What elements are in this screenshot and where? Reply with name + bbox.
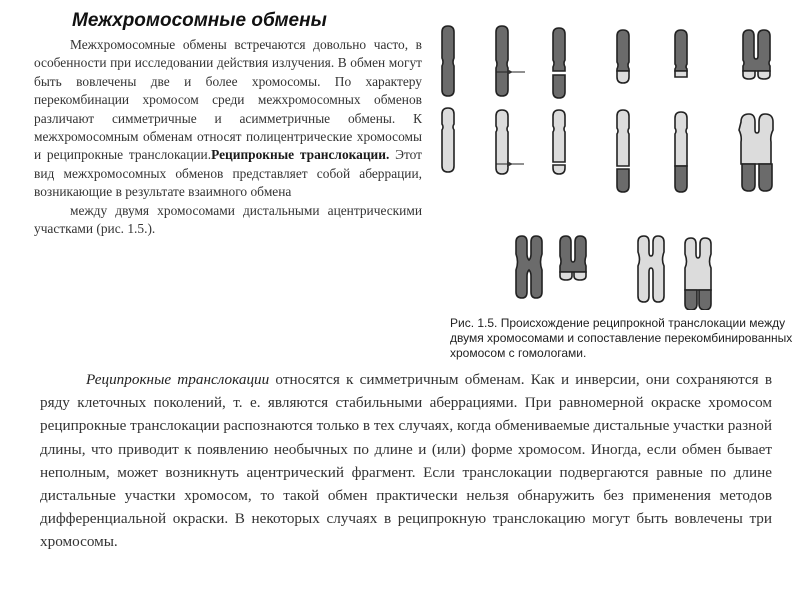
dark-translocated-small-light-tip bbox=[617, 30, 629, 83]
intro-text bbox=[34, 36, 422, 238]
light-translocated-dark-end bbox=[617, 110, 629, 192]
main-paragraph-text: относятся к симметричным обменам. Как и инверсии, они сохраняются в ряду клеточных поколений, т. е. являются стабильными аберрациями. При равномерной окраске хромосом реципрокные транслокации распознаются только в тех случаях, когда обмениваемые дистальные участки разной длины, что приводит к появлению необычных по длине и (или) форме хромосом. Иногда, если обмен бывает неполным, может возникнуть ацентрический фрагмент. Если транслокации подвергаются равные по длине дистальные участки хромосом, то такой обмен практически нельзя обнаружить без применения методов дифференциальной окраски. В некоторых случаях в реципрокную транслокацию могут быть вовлечены три хромосомы. bbox=[40, 371, 772, 551]
dark-recombined-x bbox=[560, 236, 586, 280]
light-chromosome bbox=[442, 108, 454, 172]
light-homolog-x bbox=[638, 236, 664, 302]
light-chromosome-break-arrow bbox=[496, 110, 524, 174]
dark-chromosome-broken bbox=[553, 28, 565, 98]
intro-bold-term: Реципрокные транслокации. bbox=[211, 147, 390, 163]
intro-paragraph bbox=[34, 36, 422, 202]
main-paragraph bbox=[40, 368, 772, 554]
dark-chromosome bbox=[442, 26, 454, 96]
section-title: Межхромосомные обмены bbox=[72, 10, 327, 31]
dark-homolog-x bbox=[516, 236, 542, 298]
main-italic-term: Реципрокные транслокации bbox=[86, 371, 270, 388]
light-chromosome-broken-tip bbox=[553, 110, 565, 174]
main-text bbox=[40, 368, 772, 554]
dark-translocated-light-end bbox=[675, 30, 687, 77]
light-translocated-dark-end-2 bbox=[675, 112, 687, 192]
dark-dyad-light-ends bbox=[743, 30, 770, 79]
light-dyad-dark-ends bbox=[739, 114, 773, 191]
intro-paragraph-2: между двумя хромосомами дистальными ацентрическими участками (рис. 1.5.). bbox=[34, 202, 422, 237]
light-recombined-x bbox=[685, 238, 711, 310]
intro-para-text: Межхромосомные обмены встречаются довольно часто, в особенности при исследовании действия излучения. В обмен могут быть вовлечены две и более хромосомы. По характеру перекомбинации хромосом среди межхромосомных обменов различают симметричные и асимметричные обмены. К межхромосомным обменам относят полицентрические хромосомы и реципрокные транслокации. bbox=[34, 37, 422, 163]
chromosome-figure bbox=[430, 20, 800, 310]
intro-para-tail: Этот вид межхромосомных обменов представляет собой аберрации, возникающие в результате взаимного обмена bbox=[34, 147, 422, 200]
figure-caption: Рис. 1.5. Происхождение реципрокной транслокации между двумя хромосомами и сопоставление перекомбинированных хромосом с гомологами. bbox=[450, 316, 793, 360]
dark-chromosome-break-arrow bbox=[496, 26, 525, 96]
